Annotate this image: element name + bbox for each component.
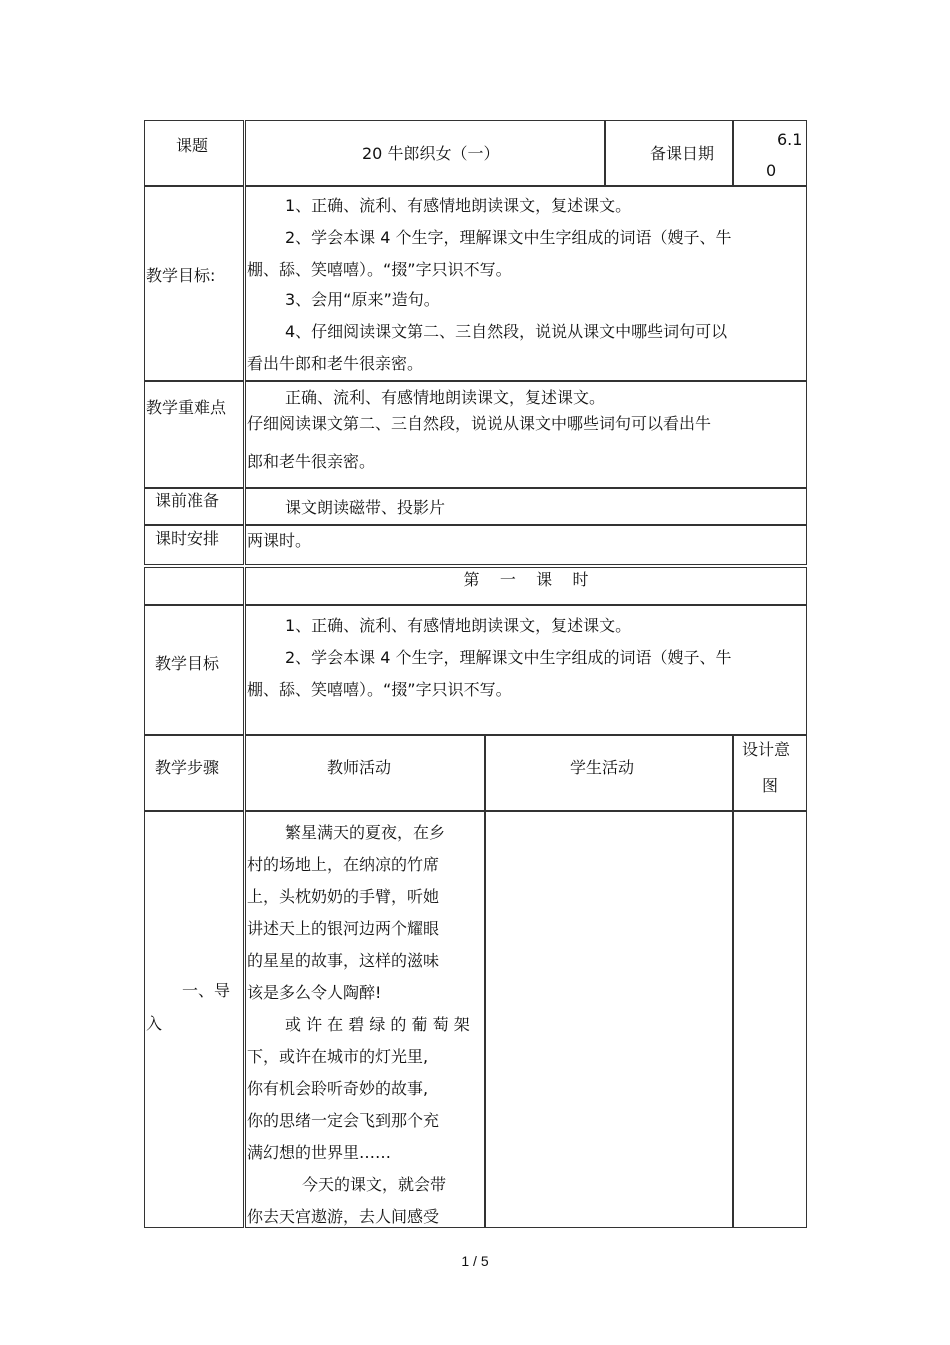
design-intent-cell	[733, 811, 807, 1228]
objectives-label: 教学目标:	[146, 266, 216, 285]
objectives-content-cell	[245, 186, 807, 381]
lesson-objectives-line: 2、学会本课 4 个生字，理解课文中生字组成的词语（嫂子、牛	[285, 648, 732, 667]
step-label-line1: 一、导	[182, 981, 231, 1000]
date-label: 备课日期	[650, 144, 715, 163]
lesson-heading: 第 一 课 时	[463, 570, 589, 589]
teacher-line: 满幻想的世界里……	[247, 1143, 392, 1162]
keypoints-label: 教学重难点	[146, 398, 227, 417]
topic-value: 20 牛郎织女（一）	[362, 144, 500, 163]
objectives-line: 看出牛郎和老牛很亲密。	[247, 354, 424, 373]
teacher-line: 村的场地上，在纳凉的竹席	[247, 855, 440, 874]
step-label-line2: 入	[146, 1014, 163, 1033]
teacher-header: 教师活动	[327, 758, 392, 777]
schedule-content-cell	[245, 525, 807, 565]
teacher-line: 下，或许在城市的灯光里,	[247, 1047, 429, 1066]
teacher-line: 上，头枕奶奶的手臂，听她	[247, 887, 440, 906]
teacher-line: 讲述天上的银河边两个耀眼	[247, 919, 440, 938]
lesson-objectives-label: 教学目标	[155, 654, 220, 673]
keypoints-line: 郎和老牛很亲密。	[247, 452, 376, 471]
preparation-label: 课前准备	[155, 491, 220, 510]
lesson-objectives-line: 1、正确、流利、有感情地朗读课文，复述课文。	[285, 616, 632, 635]
date-value-line2: 0	[766, 161, 777, 180]
objectives-line: 3、会用“原来”造句。	[285, 290, 440, 309]
preparation-value: 课文朗读磁带、投影片	[285, 498, 446, 517]
page-number: 1 / 5	[461, 1253, 489, 1269]
topic-label: 课题	[176, 136, 209, 155]
teacher-line: 你有机会聆听奇妙的故事,	[247, 1079, 429, 1098]
objectives-line: 棚、舔、笑嘻嘻）。“掇”字只识不写。	[247, 260, 512, 279]
lesson-heading-blank-cell	[144, 567, 244, 605]
keypoints-line: 仔细阅读课文第二、三自然段，说说从课文中哪些词句可以看出牛	[247, 414, 712, 433]
teacher-line: 你去天宫遨游，去人间感受	[247, 1207, 440, 1226]
date-value-line1: 6.1	[777, 130, 803, 149]
schedule-value: 两课时。	[247, 531, 312, 550]
teacher-line: 今天的课文，就会带	[302, 1175, 447, 1194]
student-activity-cell	[485, 811, 733, 1228]
schedule-label: 课时安排	[155, 529, 220, 548]
teacher-line: 你的思绪一定会飞到那个充	[247, 1111, 440, 1130]
objectives-line: 2、学会本课 4 个生字，理解课文中生字组成的词语（嫂子、牛	[285, 228, 732, 247]
keypoints-line: 正确、流利、有感情地朗读课文，复述课文。	[285, 388, 606, 407]
objectives-line: 4、仔细阅读课文第二、三自然段，说说从课文中哪些词句可以	[285, 322, 728, 341]
teacher-line: 该是多么令人陶醉!	[247, 983, 382, 1002]
teacher-line: 的星星的故事，这样的滋味	[247, 951, 440, 970]
objectives-line: 1、正确、流利、有感情地朗读课文，复述课文。	[285, 196, 632, 215]
teacher-line: 繁星满天的夏夜，在乡	[285, 823, 446, 842]
lesson-objectives-line: 棚、舔、笑嘻嘻）。“掇”字只识不写。	[247, 680, 512, 699]
step-header: 教学步骤	[155, 758, 220, 777]
teacher-line: 或 许 在 碧 绿 的 葡 萄 架	[285, 1015, 470, 1034]
design-header-line2: 图	[762, 776, 779, 795]
design-header-line1: 设计意	[742, 740, 791, 759]
student-header: 学生活动	[570, 758, 635, 777]
